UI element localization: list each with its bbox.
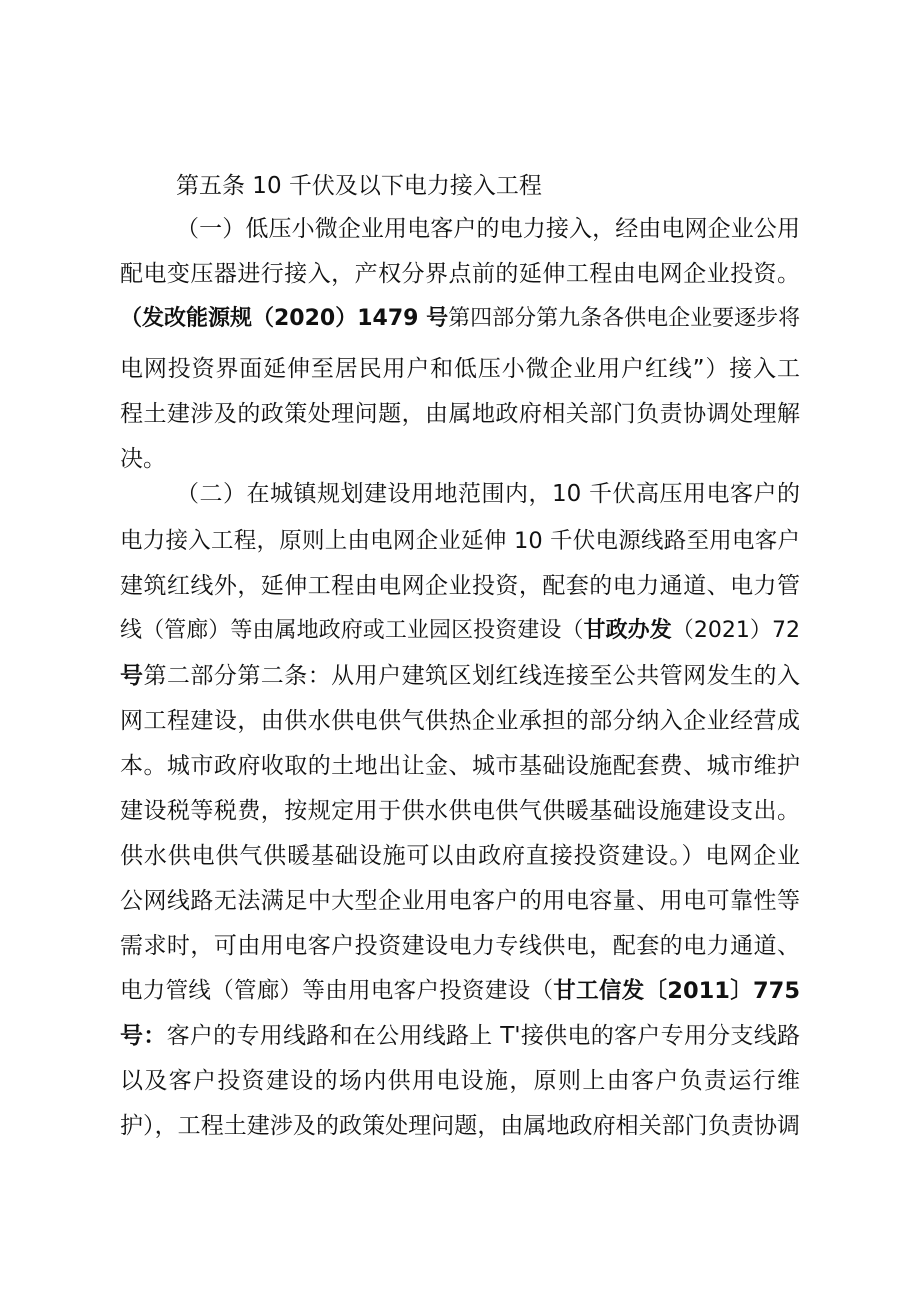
line-segment: 供水供电供气供暖基础设施可以由政府直接投资建设。）电网企业: [120, 843, 800, 869]
line-segment: 决。: [120, 446, 166, 472]
line-segment: 需求时，可由用电客户投资建设电力专线供电，配套的电力通道、: [120, 933, 800, 959]
line-segment: 客户的专用线路和在公用线路上 T'接供电的客户专用分支线路: [166, 1023, 801, 1049]
text-line: [120, 842, 800, 870]
text-line: [120, 527, 800, 555]
text-line: [176, 480, 800, 508]
text-line: [120, 305, 800, 333]
line-segment: 第二部分第二条：从用户建筑区划红线连接至公共管网发生的入: [143, 663, 801, 689]
text-line: [120, 617, 800, 645]
text-line: [120, 662, 800, 690]
line-segment: （二）在城镇规划建设用地范围内，10 千伏高压用电客户的: [176, 481, 800, 507]
line-segment: 以及客户投资建设的场内供用电设施，原则上由客户负责运行维: [120, 1068, 800, 1094]
text-line: [120, 260, 800, 288]
line-segment: 电力接入工程，原则上由电网企业延伸 10 千伏电源线路至用电客户: [120, 528, 800, 554]
line-segment: （2021）72: [671, 618, 800, 643]
line-segment: 护），工程土建涉及的政策处理问题，由属地政府相关部门负责协调: [120, 1113, 800, 1139]
text-line: [120, 707, 800, 735]
text-line: [120, 1022, 800, 1050]
bold-citation: 甘政办发: [583, 618, 672, 643]
line-segment: 程土建涉及的政策处理问题，由属地政府相关部门负责协调处理解: [120, 401, 800, 427]
article-heading: 第五条 10 千伏及以下电力接入工程: [176, 173, 542, 199]
line-segment: （一）低压小微企业用电客户的电力接入，经由电网企业公用: [176, 216, 800, 242]
text-line: [120, 752, 800, 780]
text-line: [120, 1067, 800, 1095]
line-segment: 本。城市政府收取的土地出让金、城市基础设施配套费、城市维护: [120, 753, 800, 779]
line-segment: 第四部分第九条各供电企业要逐步将: [448, 306, 801, 331]
text-line: [120, 977, 800, 1005]
line-segment: 配电变压器进行接入，产权分界点前的延伸工程由电网企业投资。: [120, 261, 800, 287]
text-line: [120, 572, 800, 600]
bold-citation: 号：: [120, 1023, 167, 1049]
text-line: [120, 355, 800, 383]
text-line: [120, 887, 800, 915]
text-line: [120, 797, 800, 825]
line-segment: 公网线路无法满足中大型企业用电客户的用电容量、用电可靠性等: [120, 888, 800, 914]
line-segment: 电力管线（管廊）等由用电客户投资建设（: [120, 978, 554, 1004]
text-line: [120, 400, 800, 428]
bold-citation: （发改能源规（2020）1479 号: [120, 306, 449, 331]
line-segment: 建筑红线外，延伸工程由电网企业投资，配套的电力通道、电力管: [120, 573, 800, 599]
line-segment: 网工程建设，由供水供电供气供热企业承担的部分纳入企业经营成: [120, 708, 800, 734]
text-line: [120, 1112, 800, 1140]
text-line: [120, 932, 800, 960]
bold-citation: 号: [120, 663, 144, 689]
text-line: [176, 215, 800, 243]
bold-citation: 甘工信发〔2011〕775: [553, 978, 800, 1004]
line-segment: 线（管廊）等由属地政府或工业园区投资建设（: [120, 618, 584, 643]
text-line: [120, 445, 800, 473]
line-segment: 电网投资界面延伸至居民用户和低压小微企业用户红线”）接入工: [120, 356, 800, 382]
line-segment: 建设税等税费，按规定用于供水供电供气供暖基础设施建设支出。: [120, 798, 800, 824]
